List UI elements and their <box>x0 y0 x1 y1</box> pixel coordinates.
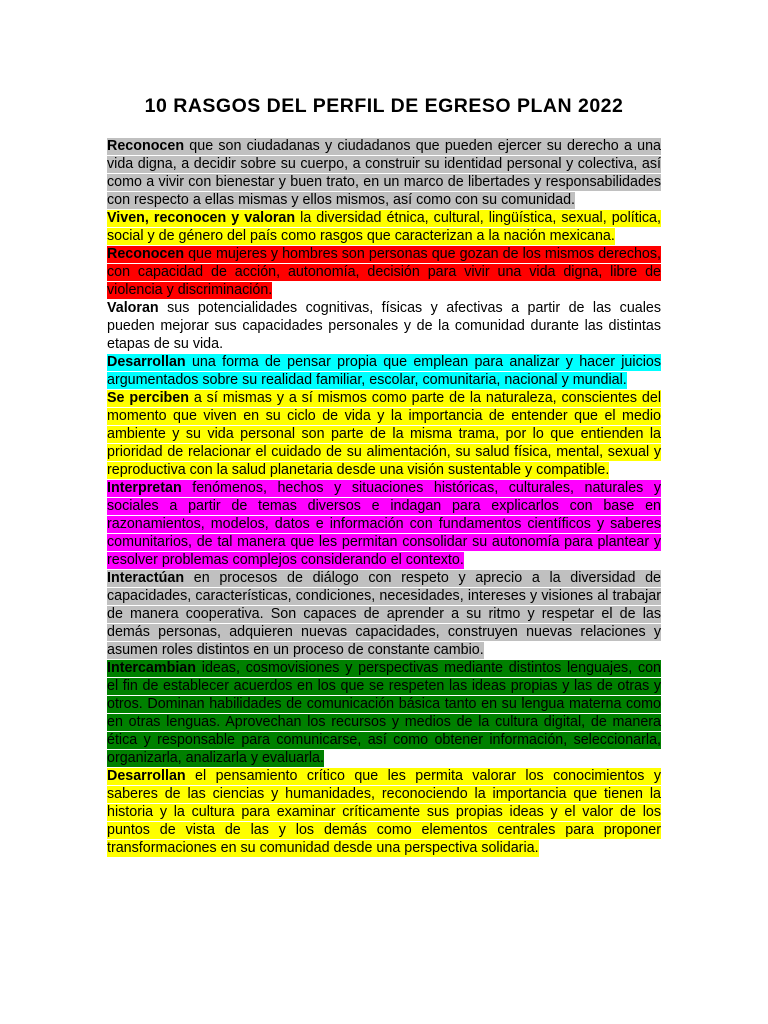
rasgo-highlight <box>107 138 661 209</box>
rasgo-highlight <box>107 480 661 569</box>
rasgo-highlight <box>107 768 661 857</box>
rasgo-keyword: Viven, reconocen y valoran <box>107 210 296 226</box>
rasgo-highlight <box>107 390 661 479</box>
rasgo-text: sus potencialidades cognitivas, físicas y afectivas a partir de las cuales pueden mejorar sus capacidades personales y de la comunidad durante las distintas etapas de su vida. <box>107 300 661 352</box>
rasgo-paragraph <box>107 299 661 353</box>
rasgo-text: una forma de pensar propia que emplean para analizar y hacer juicios argumentados sobre su realidad familiar, escolar, comunitaria, nacional y mundial. <box>107 354 661 388</box>
rasgo-keyword: Se perciben <box>107 390 189 406</box>
rasgo-text: que mujeres y hombres son personas que gozan de los mismos derechos, con capacidad de acción, autonomía, decisión para vivir una vida digna, libre de violencia y discriminación. <box>107 246 661 298</box>
rasgo-paragraph <box>107 767 661 857</box>
rasgo-text: ideas, cosmovisiones y perspectivas mediante distintos lenguajes, con el fin de establecer acuerdos en los que se respeten las ideas propias y las de otras y otros. Dominan habilidades de comunicación básica tanto en su lengua materna como en otras lenguas. Aprovechan los recursos y medios de la cultura digital, de manera ética y responsable para comunicarse, así como obtener información, seleccionarla, organizarla, analizarla y evaluarla. <box>107 660 661 766</box>
rasgo-text: fenómenos, hechos y situaciones históricas, culturales, naturales y sociales a partir de temas diversos e indagan para explicarlos con base en razonamientos, modelos, datos e información con fundamentos científicos y saberes comunitarios, de tal manera que les permitan consolidar su autonomía para plantear y resolver problemas complejos considerando el contexto. <box>107 480 661 568</box>
rasgo-paragraph <box>107 659 661 767</box>
rasgo-keyword: Intercambian <box>107 660 196 676</box>
rasgo-highlight <box>107 300 661 353</box>
rasgo-text: a sí mismas y a sí mismos como parte de la naturaleza, conscientes del momento que viven en su ciclo de vida y la importancia de entender que el medio ambiente y su vida personal son parte de la misma trama, por lo que entienden la prioridad de relacionar el cuidado de su alimentación, su salud física, mental, sexual y reproductiva con la salud planetaria desde una visión sustentable y compatible. <box>107 390 661 478</box>
rasgo-text: la diversidad étnica, cultural, lingüística, sexual, política, social y de género del país como rasgos que caracterizan a la nación mexicana. <box>107 210 661 244</box>
rasgo-paragraph <box>107 137 661 209</box>
rasgo-highlight <box>107 570 661 659</box>
rasgo-keyword: Reconocen <box>107 138 185 154</box>
rasgos-list <box>107 137 661 857</box>
document-title: 10 RASGOS DEL PERFIL DE EGRESO PLAN 2022 <box>144 95 624 117</box>
rasgo-keyword: Desarrollan <box>107 768 186 784</box>
rasgo-paragraph <box>107 209 661 245</box>
rasgo-text: en procesos de diálogo con respeto y aprecio a la diversidad de capacidades, características, condiciones, necesidades, intereses y visiones al trabajar de manera cooperativa. Son capaces de aprender a su ritmo y respetar el de las demás personas, adquieren nuevas capacidades, construyen nuevas relaciones y asumen roles distintos en un proceso de constante cambio. <box>107 570 661 658</box>
rasgo-highlight <box>107 246 661 299</box>
rasgo-paragraph <box>107 479 661 569</box>
rasgo-keyword: Interpretan <box>107 480 182 496</box>
rasgo-keyword: Desarrollan <box>107 354 186 370</box>
rasgo-highlight <box>107 210 661 245</box>
rasgo-highlight <box>107 660 661 767</box>
rasgo-text: que son ciudadanas y ciudadanos que pueden ejercer su derecho a una vida digna, a decidir sobre su cuerpo, a construir su identidad personal y colectiva, así como a vivir con bienestar y buen trato, en un marco de libertades y responsabilidades con respecto a ellas mismas y ellos mismos, así como con su comunidad. <box>107 138 661 208</box>
document-page <box>107 94 661 857</box>
rasgo-paragraph <box>107 353 661 389</box>
rasgo-highlight <box>107 354 661 389</box>
rasgo-keyword: Valoran <box>107 300 159 316</box>
rasgo-text: el pensamiento crítico que les permita valorar los conocimientos y saberes de las ciencias y humanidades, reconociendo la importancia que tienen la historia y la cultura para examinar críticamente sus propias ideas y el valor de los puntos de vista de las y los demás como elementos centrales para proponer transformaciones en su comunidad desde una perspectiva solidaria. <box>107 768 661 856</box>
rasgo-keyword: Interactúan <box>107 570 185 586</box>
rasgo-paragraph <box>107 389 661 479</box>
rasgo-paragraph <box>107 245 661 299</box>
rasgo-keyword: Reconocen <box>107 246 185 262</box>
rasgo-paragraph <box>107 569 661 659</box>
